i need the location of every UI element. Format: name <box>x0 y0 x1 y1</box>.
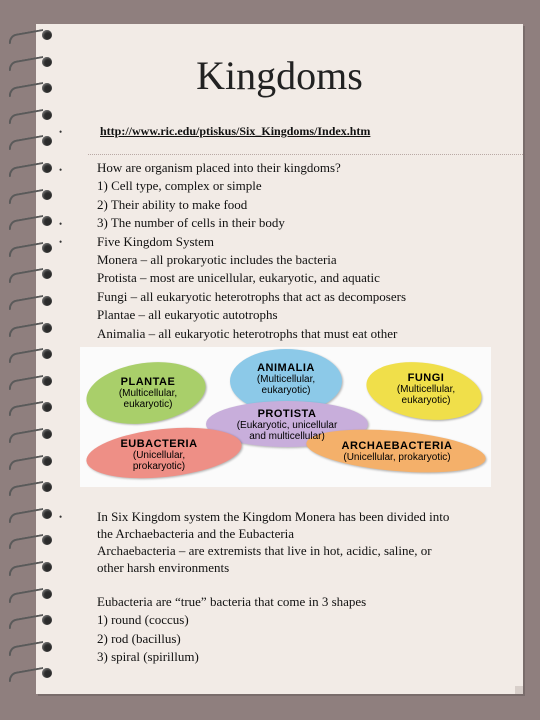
ring-wire <box>7 135 44 150</box>
ring-wire <box>7 667 44 682</box>
ring-hole <box>42 642 52 652</box>
ring-wire <box>7 375 44 390</box>
ring-wire <box>7 162 44 177</box>
spiral-ring <box>4 269 56 281</box>
text-line: 2) Their ability to make food <box>97 196 248 212</box>
kingdom-desc: (Unicellular, <box>132 450 186 461</box>
text-line: Archaebacteria – are extremists that live in hot, acidic, saline, or <box>97 543 432 558</box>
text-line: Plantae – all eukaryotic autotrophs <box>97 307 278 323</box>
spiral-ring <box>4 456 56 468</box>
slide-title: Kingdoms <box>196 53 363 98</box>
ring-wire <box>7 401 44 416</box>
kingdom-desc: eukaryotic) <box>401 395 451 406</box>
spiral-ring <box>4 216 56 228</box>
kingdoms-link[interactable]: http://www.ric.edu/ptiskus/Six_Kingdoms/Index.htm <box>100 124 371 138</box>
spiral-ring <box>4 482 56 494</box>
spiral-ring <box>4 668 56 680</box>
spiral-ring <box>4 323 56 335</box>
bullet: • <box>59 512 63 522</box>
animalia-label <box>236 363 336 396</box>
spiral-ring <box>4 136 56 148</box>
kingdom-name: PROTISTA <box>257 408 317 420</box>
spiral-ring <box>4 615 56 627</box>
ring-wire <box>7 534 44 549</box>
ring-hole <box>42 482 52 492</box>
ring-hole <box>42 376 52 386</box>
kingdom-name: PLANTAE <box>120 376 176 388</box>
plantae-label <box>98 377 198 410</box>
ring-wire <box>7 109 44 124</box>
text-line: Eubacteria are “true” bacteria that come in 3 shapes <box>97 594 367 609</box>
ring-wire <box>7 295 44 310</box>
spiral-ring <box>4 429 56 441</box>
text-line: 1) Cell type, complex or simple <box>97 178 262 194</box>
kingdom-name: ARCHAEBACTERIA <box>341 440 453 452</box>
spiral-ring <box>4 402 56 414</box>
text-line: other harsh environments <box>97 560 230 575</box>
text-line: the Archaebacteria and the Eubacteria <box>97 526 295 541</box>
ring-wire <box>7 641 44 656</box>
ring-wire <box>7 348 44 363</box>
eubacteria-label <box>94 439 224 472</box>
ring-hole <box>42 562 52 572</box>
text-line: 1) round (coccus) <box>97 612 189 628</box>
fungi-label <box>376 373 476 406</box>
ring-hole <box>42 429 52 439</box>
ring-hole <box>42 402 52 412</box>
bullet: • <box>59 219 63 229</box>
text-line: How are organism placed into their kingdoms? <box>97 160 341 175</box>
kingdom-desc: (Multicellular, <box>396 384 456 395</box>
text-line: Protista – most are unicellular, eukaryotic, and aquatic <box>97 270 380 286</box>
ring-hole <box>42 163 52 173</box>
ring-hole <box>42 190 52 200</box>
text-line: In Six Kingdom system the Kingdom Monera has been divided into <box>97 509 450 524</box>
spiral-ring <box>4 190 56 202</box>
text-line: Monera – all prokaryotic includes the bacteria <box>97 252 337 268</box>
ring-wire <box>7 268 44 283</box>
ring-hole <box>42 509 52 519</box>
kingdom-name: ANIMALIA <box>257 362 315 374</box>
ring-wire <box>7 481 44 496</box>
spiral-ring <box>4 243 56 255</box>
text-line: Animalia – all eukaryotic heterotrophs that must eat other <box>97 325 398 341</box>
ring-hole <box>42 296 52 306</box>
ring-wire <box>7 29 44 44</box>
ring-wire <box>7 614 44 629</box>
spiral-ring <box>4 30 56 42</box>
ring-wire <box>7 322 44 337</box>
kingdom-desc: (Eukaryotic, unicellular <box>236 420 338 431</box>
ring-hole <box>42 136 52 146</box>
text-line: 2) rod (bacillus) <box>97 630 181 646</box>
six-kingdoms-figure <box>80 347 491 487</box>
ring-wire <box>7 588 44 603</box>
kingdom-desc: prokaryotic) <box>132 461 186 472</box>
spiral-ring <box>4 642 56 654</box>
ring-wire <box>7 508 44 523</box>
spiral-ring <box>4 349 56 361</box>
kingdom-desc: and multicellular) <box>249 431 325 442</box>
spiral-ring <box>4 110 56 122</box>
kingdom-desc: (Multicellular, <box>118 388 178 399</box>
spiral-ring <box>4 535 56 547</box>
spiral-ring <box>4 163 56 175</box>
ring-hole <box>42 243 52 253</box>
spiral-ring <box>4 562 56 574</box>
bullet: • <box>59 237 63 247</box>
ring-hole <box>42 269 52 279</box>
kingdom-desc: (Unicellular, prokaryotic) <box>343 452 451 463</box>
ring-hole <box>42 216 52 226</box>
eubacteria-shapes-text <box>97 593 507 667</box>
ring-hole <box>42 349 52 359</box>
ring-wire <box>7 561 44 576</box>
kingdom-criteria-text <box>97 159 507 361</box>
bullet: • <box>59 165 63 175</box>
ring-hole <box>42 535 52 545</box>
text-line: Five Kingdom System <box>97 233 215 249</box>
text-line: 3) spiral (spirillum) <box>97 649 199 665</box>
ring-wire <box>7 428 44 443</box>
kingdom-name: FUNGI <box>407 372 445 384</box>
kingdom-name: EUBACTERIA <box>120 438 198 450</box>
ring-hole <box>42 615 52 625</box>
ring-wire <box>7 215 44 230</box>
protista-label <box>210 409 364 442</box>
ring-hole <box>42 668 52 678</box>
divider <box>88 154 523 155</box>
kingdom-desc: (Multicellular, <box>256 374 316 385</box>
archaebacteria-label <box>312 441 482 463</box>
text-line: 3) The number of cells in their body <box>97 215 285 231</box>
spiral-ring <box>4 589 56 601</box>
ring-hole <box>42 589 52 599</box>
six-kingdom-text <box>97 508 507 576</box>
spiral-ring <box>4 296 56 308</box>
spiral-ring <box>4 376 56 388</box>
ring-hole <box>42 323 52 333</box>
ring-wire <box>7 242 44 257</box>
bullet: • <box>59 127 63 137</box>
text-line: Fungi – all eukaryotic heterotrophs that act as decomposers <box>97 288 407 304</box>
ring-hole <box>42 30 52 40</box>
kingdom-desc: eukaryotic) <box>123 399 173 410</box>
ring-wire <box>7 189 44 204</box>
kingdom-desc: eukaryotic) <box>261 385 311 396</box>
ring-hole <box>42 110 52 120</box>
ring-wire <box>7 455 44 470</box>
spiral-ring <box>4 509 56 521</box>
ring-hole <box>42 456 52 466</box>
